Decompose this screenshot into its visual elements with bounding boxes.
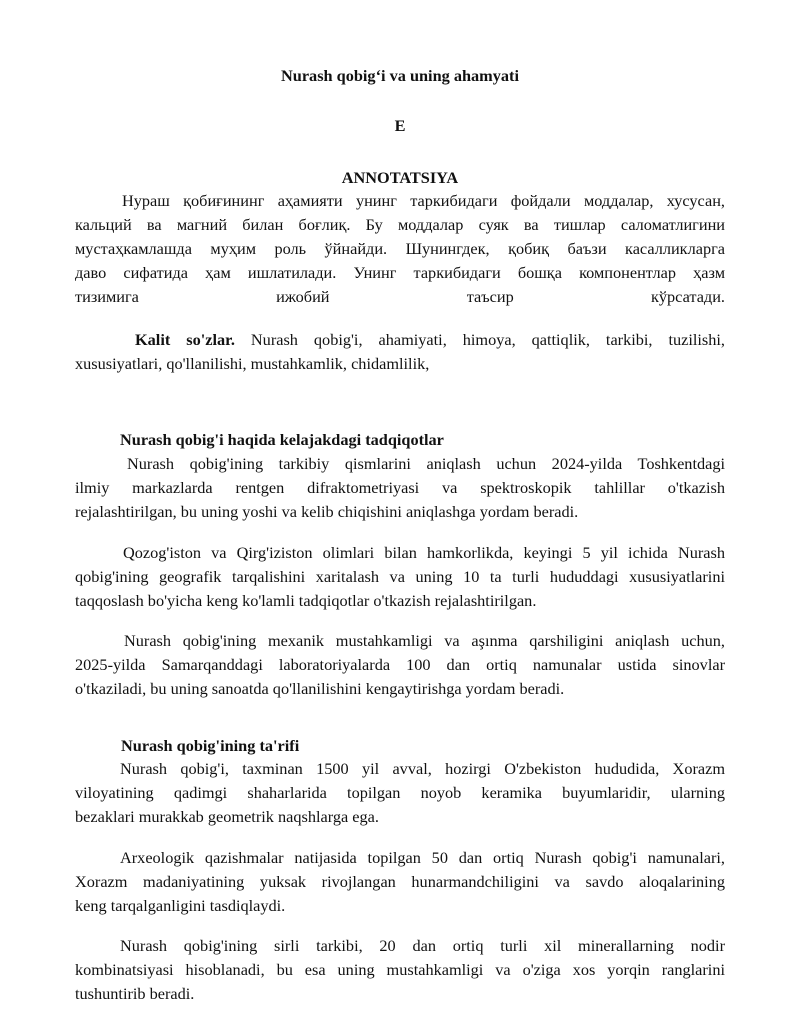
annotation-heading: ANNOTATSIYA <box>341 168 459 187</box>
keywords-label: Kalit so'zlar. <box>135 330 235 349</box>
annotation-line: мустаҳкамлашда муҳим роль ўйнайди. Шунингдек, қобиқ баъзи касалликларга <box>75 239 725 258</box>
paragraph-line: o'tkaziladi, bu uning sanoatda qo'llanilishini kengaytirishga yordam beradi. <box>75 679 565 698</box>
paragraph-line: Qozog'iston va Qirg'iziston olimlari bilan hamkorlikda, keyingi 5 yil ichida Nurash <box>123 543 725 562</box>
keywords-line <box>135 329 725 351</box>
keywords-text: Nurash qobig'i, ahamiyati, himoya, qattiqlik, tarkibi, tuzilishi, <box>250 330 725 349</box>
paragraph-line: rejalashtirilgan, bu uning yoshi va kelib chiqishini aniqlashga yordam beradi. <box>75 502 579 521</box>
paragraph-line: kombinatsiyasi hisoblanadi, bu esa uning mustahkamligi va o'ziga xos yorqin ranglarini <box>75 960 725 979</box>
paragraph-line: Arxeologik qazishmalar natijasida topilgan 50 dan ortiq Nurash qobig'i namunalari, <box>120 848 725 867</box>
paragraph-line: taqqoslash bo'yicha keng ko'lamli tadqiqotlar o'tkazish rejalashtirilgan. <box>75 591 537 610</box>
paragraph-line: 2025-yilda Samarqanddagi laboratoriyalarda 100 dan ortiq namunalar ustida sinovlar <box>75 655 725 674</box>
paragraph-line: Xorazm madaniyatining yuksak rivojlangan hunarmandchiligini va savdo aloqalarining <box>75 872 725 891</box>
keywords-line: xususiyatlari, qo'llanilishi, mustahkamlik, chidamlilik, <box>75 354 430 373</box>
paragraph-line: viloyatining qadimgi shaharlarida topilgan noyob keramika buyumlaridir, ularning <box>75 783 725 802</box>
paragraph-line: Nurash qobig'ining mexanik mustahkamligi va aşınma qarshiligini aniqlash uchun, <box>124 631 725 650</box>
author-initial: E <box>394 116 406 135</box>
annotation-line: тизимига ижобий таъсир кўрсатади. <box>75 287 725 306</box>
document-title: Nurash qobig‘i va uning ahamyati <box>281 66 519 85</box>
paragraph-line: keng tarqalganligini tasdiqlaydi. <box>75 896 286 915</box>
section-heading: Nurash qobig'i haqida kelajakdagi tadqiqotlar <box>120 430 444 449</box>
paragraph-line: Nurash qobig'i, taxminan 1500 yil avval, hozirgi O'zbekiston hududida, Xorazm <box>120 759 725 778</box>
annotation-line: Нураш қобиғининг аҳамияти унинг таркибидаги фойдали моддалар, хусусан, <box>122 191 725 210</box>
paragraph-line: Nurash qobig'ining tarkibiy qismlarini aniqlash uchun 2024-yilda Toshkentdagi <box>127 454 725 473</box>
paragraph-line: qobig'ining geografik tarqalishini xaritalash va uning 10 ta turli hududdagi xususiyatlarini <box>75 567 725 586</box>
paragraph-line: bezaklari murakkab geometrik naqshlarga ega. <box>75 807 379 826</box>
paragraph-line: Nurash qobig'ining sirli tarkibi, 20 dan ortiq turli xil minerallarning nodir <box>120 936 725 955</box>
annotation-line: даво сифатида ҳам ишлатилади. Унинг таркибидаги бошқа компонентлар ҳазм <box>75 263 725 282</box>
annotation-line: кальций ва магний билан боғлиқ. Бу моддалар суяк ва тишлар саломатлигини <box>75 215 725 234</box>
paragraph-line: ilmiy markazlarda rentgen difraktometriyasi va spektroskopik tahlillar o'tkazish <box>75 478 725 497</box>
paragraph-line: tushuntirib beradi. <box>75 984 195 1003</box>
section-heading: Nurash qobig'ining ta'rifi <box>121 736 300 755</box>
